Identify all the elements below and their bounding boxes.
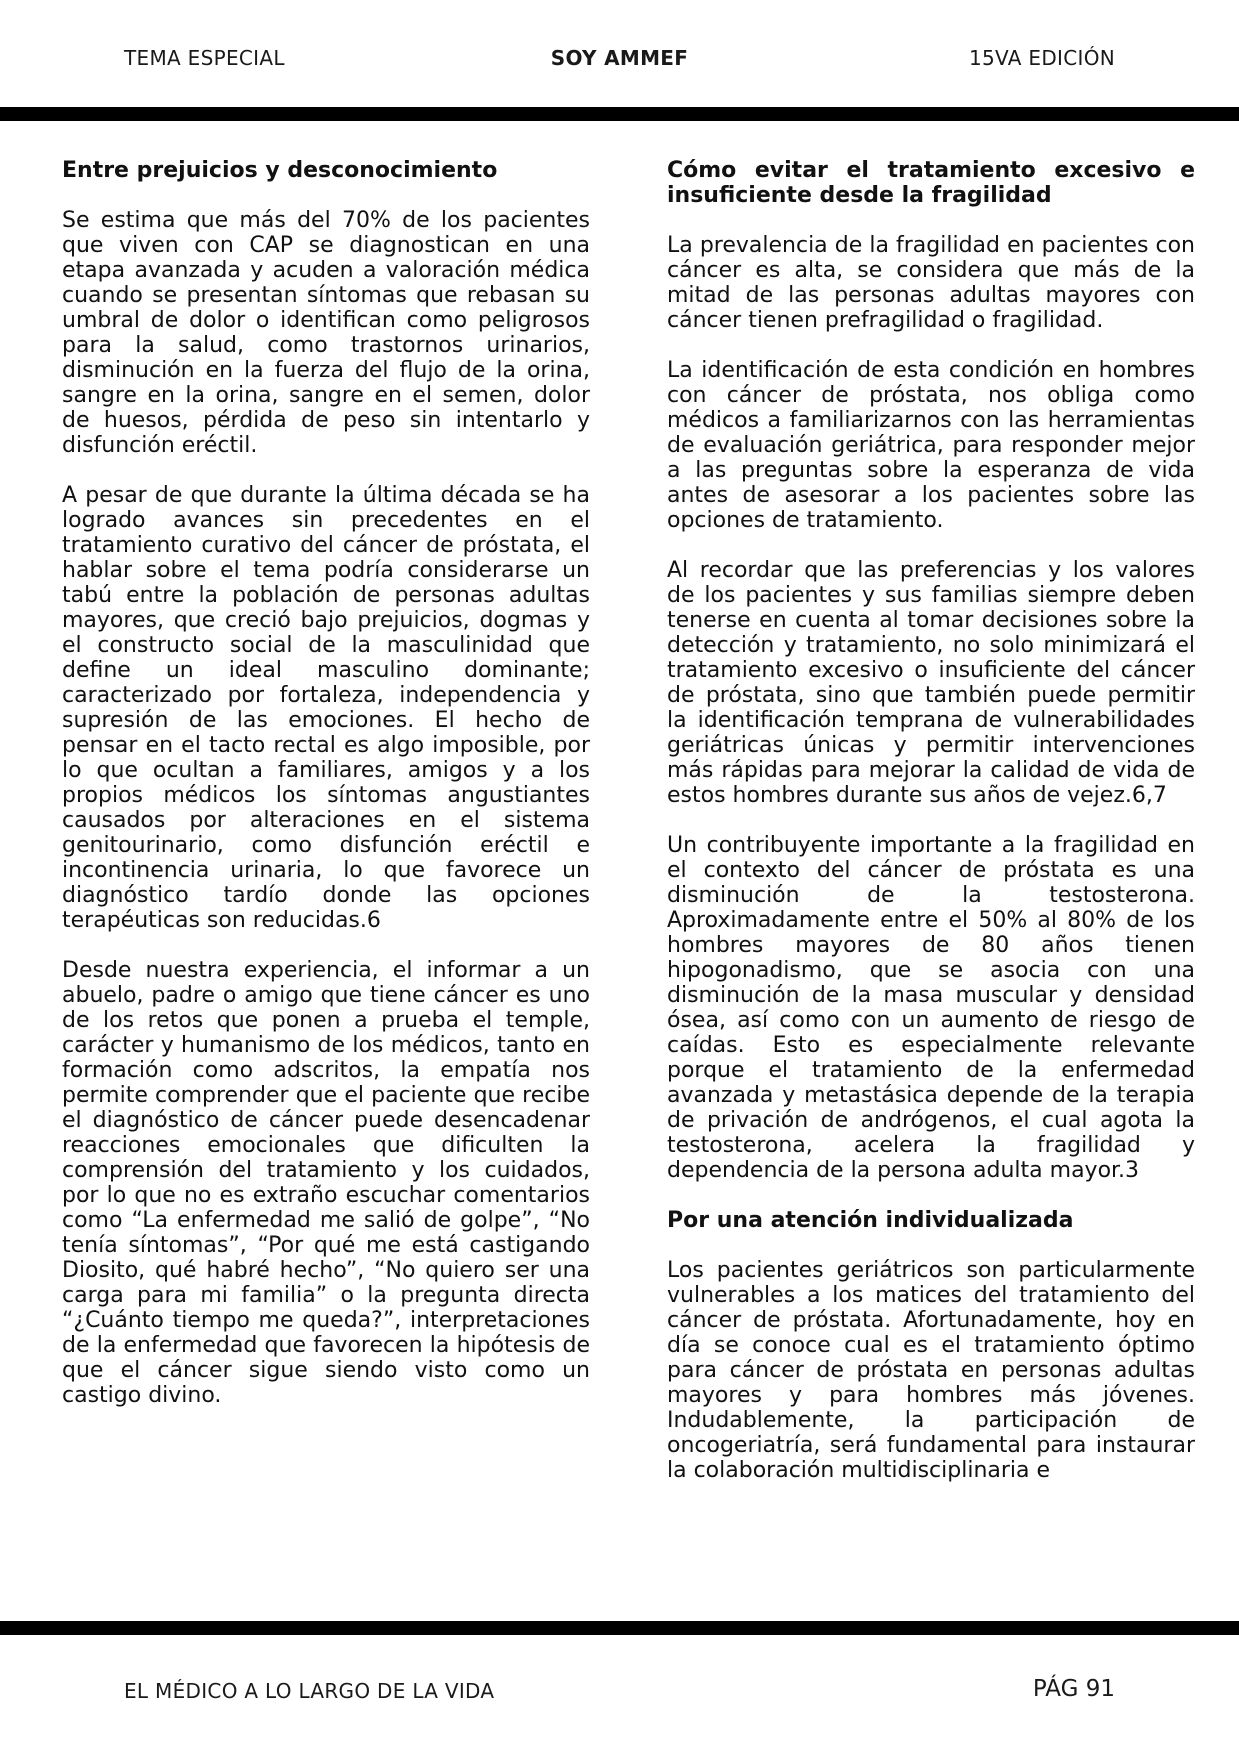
section-heading: Por una atención individualizada (667, 1208, 1074, 1233)
left-column (62, 158, 590, 1433)
footer-rule (0, 1621, 1239, 1635)
paragraph: Los pacientes geriátricos son particularmente vulnerables a los matices del tratamiento del cáncer de próstata. Afortunadamente, hoy en día se conoce cual es el tratamiento óptimo para cáncer de próstata en personas adultas mayores y para hombres más jóvenes. Indudablemente, la participación de oncogeriatría, será fundamental para instaurar la colaboración multidisciplinaria e (667, 1258, 1195, 1483)
section-label: TEMA ESPECIAL (124, 46, 285, 70)
paragraph: Desde nuestra experiencia, el informar a un abuelo, padre o amigo que tiene cáncer es uno de los retos que ponen a prueba el temple, carácter y humanismo de los médicos, tanto en formación como adscritos, la empatía nos permite comprender que el paciente que recibe el diagnóstico de cáncer puede desencadenar reacciones emocionales que dificulten la comprensión del tratamiento y los cuidados, por lo que no es extraño escuchar comentarios como “La enfermedad me salió de golpe”, “No tenía síntomas”, “Por qué me está castigando Diosito, qué habré hecho”, “No quiero ser una carga para mi familia” o la pregunta directa “¿Cuánto tiempo me queda?”, interpretaciones de la enfermedad que favorecen la hipótesis de que el cáncer sigue siendo visto como un castigo divino. (62, 958, 590, 1408)
paragraph: La prevalencia de la fragilidad en pacientes con cáncer es alta, se considera que más de la mitad de las personas adultas mayores con cáncer tienen prefragilidad o fragilidad. (667, 233, 1195, 333)
section-heading: Entre prejuicios y desconocimiento (62, 158, 498, 183)
paragraph: Se estima que más del 70% de los pacientes que viven con CAP se diagnostican en una etapa avanzada y acuden a valoración médica cuando se presentan síntomas que rebasan su umbral de dolor o identifican como peligrosos para la salud, como trastornos urinarios, disminución en la fuerza del flujo de la orina, sangre en la orina, sangre en el semen, dolor de huesos, pérdida de peso sin intentarlo y disfunción eréctil. (62, 208, 590, 458)
paragraph: Un contribuyente importante a la fragilidad en el contexto del cáncer de próstata es una disminución de la testosterona. Aproximadamente entre el 50% al 80% de los hombres mayores de 80 años tienen hipogonadismo, que se asocia con una disminución de la masa muscular y densidad ósea, así como con un aumento de riesgo de caídas. Esto es especialmente relevante porque el tratamiento de la enfermedad avanzada y metastásica depende de la terapia de privación de andrógenos, el cual agota la testosterona, acelera la fragilidad y dependencia de la persona adulta mayor.3 (667, 833, 1195, 1183)
header-rule (0, 107, 1239, 121)
magazine-title: SOY AMMEF (550, 46, 689, 70)
paragraph: A pesar de que durante la última década se ha logrado avances sin precedentes en el tratamiento curativo del cáncer de próstata, el hablar sobre el tema podría considerarse un tabú entre la población de personas adultas mayores, que creció bajo prejuicios, dogmas y el constructo social de la masculinidad que define un ideal masculino dominante; caracterizado por fortaleza, independencia y supresión de las emociones. El hecho de pensar en el tacto rectal es algo imposible, por lo que ocultan a familiares, amigos y a los propios médicos los síntomas angustiantes causados por alteraciones en el sistema genitourinario, como disfunción eréctil e incontinencia urinaria, lo que favorece un diagnóstico tardío donde las opciones terapéuticas son reducidas.6 (62, 483, 590, 933)
section-heading: Cómo evitar el tratamiento excesivo e insuficiente desde la fragilidad (667, 158, 1195, 208)
page-number: PÁG 91 (1032, 1676, 1115, 1702)
edition-label: 15VA EDICIÓN (969, 46, 1115, 70)
paragraph: La identificación de esta condición en hombres con cáncer de próstata, nos obliga como médicos a familiarizarnos con las herramientas de evaluación geriátrica, para responder mejor a las preguntas sobre la esperanza de vida antes de asesorar a los pacientes sobre las opciones de tratamiento. (667, 358, 1195, 533)
footer-section-title: EL MÉDICO A LO LARGO DE LA VIDA (124, 1679, 495, 1703)
right-column (667, 158, 1195, 1508)
paragraph: Al recordar que las preferencias y los valores de los pacientes y sus familias siempre deben tenerse en cuenta al tomar decisiones sobre la detección y tratamiento, no solo minimizará el tratamiento excesivo o insuficiente del cáncer de próstata, sino que también puede permitir la identificación temprana de vulnerabilidades geriátricas únicas y permitir intervenciones más rápidas para mejorar la calidad de vida de estos hombres durante sus años de vejez.6,7 (667, 558, 1195, 808)
